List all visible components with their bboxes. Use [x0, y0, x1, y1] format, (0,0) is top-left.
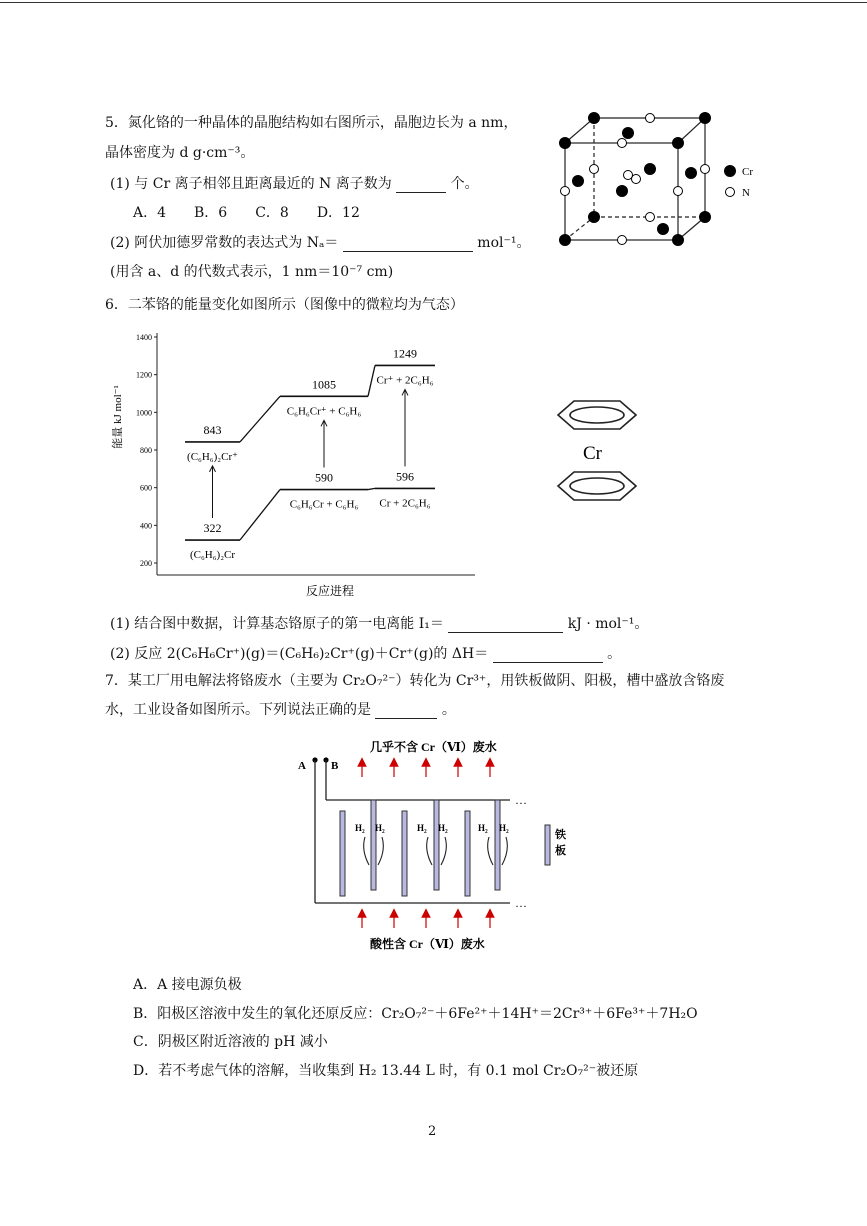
h2-label: H₂ [478, 823, 488, 833]
y-tick-label: 1000 [136, 408, 152, 418]
y-tick-label: 600 [140, 483, 152, 493]
cr-atom [616, 185, 628, 197]
q6-part1-text: (1) 结合图中数据，计算基态铬原子的第一电离能 I₁＝ [110, 616, 444, 632]
q7-line1: 7．某工厂用电解法将铬废水（主要为 Cr₂O₇²⁻）转化为 Cr³⁺，用铁板做阴、阳极，槽中盛放含铬废 [105, 673, 725, 689]
q5-part1-text: (1) 与 Cr 离子相邻且距离最近的 N 离子数为 [110, 176, 392, 192]
iron-plate [495, 800, 500, 890]
answer-blank[interactable] [375, 718, 437, 719]
q6-part2 [110, 645, 621, 663]
gas-flow-arrow [364, 837, 369, 865]
connector-line [240, 396, 280, 442]
species-label: (C₆H₆)₂Cr [189, 549, 236, 562]
q6-title: 6．二苯铬的能量变化如图所示（图像中的微粒均为气态） [105, 297, 464, 313]
n-atom [590, 165, 599, 174]
h2-label: H₂ [438, 823, 448, 833]
species-label: (C₆H₆)₂Cr⁺ [187, 450, 238, 463]
gas-flow-arrow [441, 837, 446, 865]
answer-blank[interactable] [493, 662, 603, 663]
energy-value-label: 590 [315, 470, 333, 485]
h2-label: H₂ [375, 823, 385, 833]
q5-part2-note: (用含 a、d 的代数式表示，1 nm＝10⁻⁷ cm) [110, 264, 394, 280]
benzene-ring-bottom-inner [570, 478, 624, 494]
answer-blank[interactable] [396, 192, 446, 193]
cr-atom [644, 163, 656, 175]
cr-atom [657, 223, 669, 235]
q6-part1 [110, 615, 648, 633]
n-atom [674, 187, 683, 196]
energy-value-label: 843 [203, 422, 222, 437]
answer-blank[interactable] [448, 632, 563, 633]
page-number: 2 [428, 1124, 437, 1139]
iron-plate [434, 800, 439, 890]
bottom-water-label: 酸性含 Cr（Ⅵ）废水 [370, 937, 485, 951]
connector-line [368, 365, 375, 396]
connector-line [240, 490, 280, 540]
n-atom [646, 114, 655, 123]
n-atom [618, 139, 627, 148]
q7-option-b: B．阳极区溶液中发生的氧化还原反应：Cr₂O₇²⁻＋6Fe²⁺＋14H⁺＝2Cr³⁺＋6Fe³⁺＋7H₂O [133, 1006, 698, 1022]
q6-part2-text: (2) 反应 2(C₆H₆Cr⁺)(g)＝(C₆H₆)₂Cr⁺(g)＋Cr⁺(g)的 ΔH＝ [110, 646, 489, 662]
q5-part2-tail: mol⁻¹。 [477, 235, 531, 251]
h2-label: H₂ [499, 823, 509, 833]
connector-line [368, 488, 375, 489]
y-axis-label: 能量 kJ mol⁻¹ [112, 385, 124, 449]
q7-option-c: C．阴极区附近溶液的 pH 减小 [133, 1034, 328, 1050]
y-tick-label: 400 [140, 521, 152, 531]
y-tick-label: 800 [140, 446, 152, 455]
energy-value-label: 1249 [393, 346, 417, 361]
q7-line2 [105, 701, 456, 719]
top-rule [0, 2, 867, 3]
gas-flow-arrow [502, 837, 507, 865]
x-axis-label: 反应进程 [305, 584, 355, 598]
cr-atom [672, 234, 684, 246]
iron-plate-legend [545, 825, 550, 865]
iron-plate [465, 811, 470, 896]
species-label: Cr⁺ + 2C₆H₆ [376, 374, 434, 387]
q5-part2 [110, 234, 530, 252]
bus-top-ellipsis: … [515, 793, 527, 807]
q5-line1: 5．氮化铬的一种晶体的晶胞结构如右图所示，晶胞边长为 a nm， [105, 115, 518, 131]
gas-flow-arrow [488, 837, 493, 865]
iron-plate-label: 铁 [555, 829, 566, 841]
energy-level-chart [105, 325, 485, 600]
cr-atom [622, 127, 634, 139]
q5-line2: 晶体密度为 d g·cm⁻³。 [105, 145, 255, 161]
legend-n-label: N [742, 187, 750, 199]
y-tick-label: 1400 [136, 333, 152, 342]
top-water-label: 几乎不含 Cr（Ⅵ）废水 [370, 740, 497, 754]
y-tick-label: 1200 [136, 370, 152, 380]
cr-atom [559, 234, 571, 246]
dibenzene-chromium-structure [550, 393, 645, 513]
cr-atom [559, 137, 571, 149]
legend-cr-label: Cr [742, 166, 753, 178]
cr-atom [685, 167, 697, 179]
gas-flow-arrow [378, 837, 383, 865]
energy-value-label: 1085 [312, 377, 336, 392]
terminal-b-label: B [331, 760, 339, 772]
q7-option-d: D．若不考虑气体的溶解，当收集到 H₂ 13.44 L 时，有 0.1 mol Cr₂O₇²⁻被还原 [133, 1063, 639, 1079]
iron-plate [340, 811, 345, 896]
cr-center-label: Cr [583, 443, 602, 464]
h2-label: H₂ [355, 823, 365, 833]
q6-part1-tail: kJ · mol⁻¹。 [567, 616, 649, 632]
n-atom [701, 165, 710, 174]
cr-atom [699, 112, 711, 124]
gas-flow-arrow [427, 837, 432, 865]
legend-n-dot [726, 188, 735, 197]
species-label: C₆H₆Cr⁺ + C₆H₆ [286, 405, 362, 418]
cr-atom [572, 175, 584, 187]
terminal-a-label: A [298, 760, 306, 772]
n-atom [646, 213, 655, 222]
cr-atom [672, 137, 684, 149]
iron-plate-label: 板 [555, 845, 566, 857]
n-atom [561, 187, 570, 196]
q7-line2-text: 水，工业设备如图所示。下列说法正确的是 [105, 702, 371, 718]
h2-label: H₂ [417, 823, 427, 833]
q6-part2-tail: 。 [607, 646, 622, 662]
cr-atom [699, 211, 711, 223]
y-tick-label: 200 [140, 559, 152, 568]
q5-options: A．4 B．6 C．8 D．12 [133, 205, 360, 221]
crystal-cell-figure [550, 105, 765, 250]
species-label: C₆H₆Cr + C₆H₆ [289, 498, 359, 511]
iron-plate [371, 800, 376, 890]
n-atom [624, 171, 633, 180]
q5-part1 [110, 175, 479, 193]
q7-line2-tail: 。 [441, 702, 456, 718]
energy-value-label: 596 [396, 469, 414, 484]
q7-option-a: A．A 接电源负极 [133, 977, 242, 993]
electrolysis-apparatus [295, 735, 590, 955]
iron-plate [402, 811, 407, 896]
species-label: Cr + 2C₆H₆ [379, 497, 431, 510]
n-atom [618, 236, 627, 245]
energy-value-label: 322 [203, 521, 222, 536]
q5-part1-tail: 个。 [450, 176, 479, 192]
bus-bottom-ellipsis: … [515, 896, 527, 910]
answer-blank[interactable] [343, 251, 473, 252]
cr-atom [588, 112, 600, 124]
legend-cr-dot [724, 165, 736, 177]
benzene-ring-top-inner [570, 407, 624, 423]
q5-part2-text: (2) 阿伏加德罗常数的表达式为 Nₐ＝ [110, 235, 339, 251]
cr-atom [588, 211, 600, 223]
